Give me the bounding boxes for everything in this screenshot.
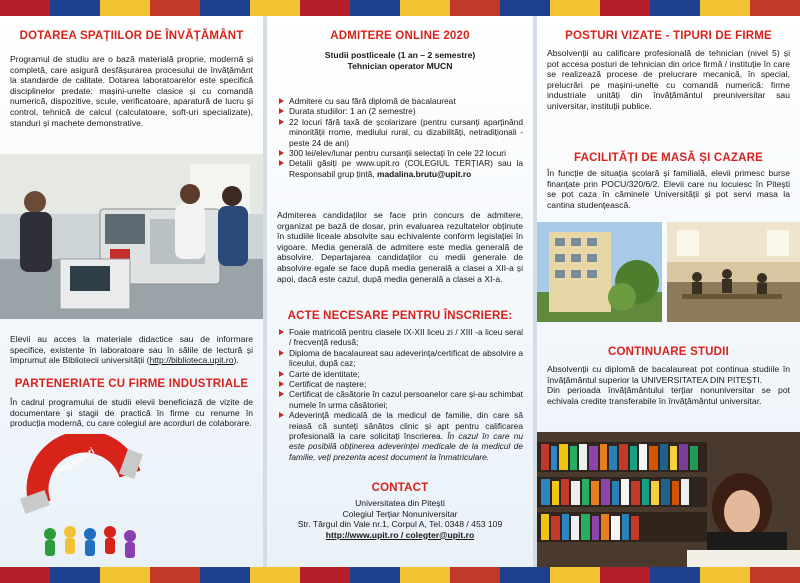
stripe-segment [300, 567, 350, 583]
stripe-segment [300, 0, 350, 16]
contact-line: Universitatea din Pitești [355, 498, 445, 508]
stripe-segment [650, 567, 700, 583]
list-item: Admitere cu sau fără diplomă de bacalaureat [277, 96, 523, 106]
stripe-segment [200, 567, 250, 583]
stripe-segment [700, 567, 750, 583]
list-item: Carte de identitate; [277, 369, 523, 379]
section-title-jobs: POSTURI VIZATE - TIPURI DE FIRME [565, 30, 772, 42]
jobs-text: Absolvenții au calificare profesională de tehnician (nivel 5) și pot accesa posturi de tehnician din orice firmă / instituție în care se realizează procese de prelucrare mecanică, în special, prelucrări pe mașini-unelte cu comandă numerică: firme industriale unități din învățământul preuniversitar sau universitar, instituții publice. [547, 48, 790, 111]
stripe-segment [700, 0, 750, 16]
stripe-segment [150, 567, 200, 583]
magnet-illustration [10, 434, 155, 562]
section-title-accommodation: FACILITĂȚI DE MASĂ ȘI CAZARE [574, 152, 763, 164]
stripe-segment [350, 0, 400, 16]
program-duration: Studii postliceale (1 an – 2 semestre) [324, 50, 476, 60]
stripe-segment [200, 0, 250, 16]
stripe-segment [500, 567, 550, 583]
panel-careers [537, 16, 800, 567]
stripe-segment [600, 567, 650, 583]
bottom-color-stripes [0, 567, 800, 583]
contact-line: Colegiul Terțiar Nonuniversitar [342, 508, 458, 519]
medical-doc-text: Adeverință medicală de la medicul de familie, din care să reiasă că sunteți sănătos clinic și apt pentru calificarea profesională la care solicitați înscrierea. [289, 410, 523, 442]
stripe-segment [50, 0, 100, 16]
stripe-segment [650, 0, 700, 16]
stripe-segment [500, 0, 550, 16]
lab-photo [0, 154, 263, 319]
list-item [277, 158, 523, 179]
details-email[interactable]: madalina.brutu@upit.ro [377, 168, 472, 179]
stripe-segment [550, 0, 600, 16]
stripe-segment [50, 567, 100, 583]
list-item: Certificat de naștere; [277, 379, 523, 389]
stripe-segment [250, 0, 300, 16]
stripe-segment [250, 567, 300, 583]
stripe-segment [600, 0, 650, 16]
list-item: 300 lei/elev/lunar pentru cursanții selectați în cele 22 locuri [277, 148, 523, 158]
contact-links[interactable]: http://www.upit.ro / colegter@upit.ro [325, 529, 475, 540]
list-item: Diploma de bacalaureat sau adeverința/certificat de absolvire a liceului, după caz; [277, 348, 523, 369]
library-text-body: Elevii au acces la materiale didactice sau de informare specifice, existente în laboratoare sau în sălile de lectură și împrumut ale Bibliotecii universității ( [10, 334, 253, 366]
program-name: Tehnician operator MUCN [347, 60, 453, 71]
library-text-end: ). [233, 355, 239, 366]
section-title-partnerships: PARTENERIATE CU FIRME INDUSTRIALE [14, 378, 249, 390]
section-title-contact: CONTACT [371, 482, 429, 494]
list-item: 22 locuri fără taxă de școlarizare (pentru cursanți aparținând minorității rrome, mediului rural, cu dizabilități, netradiționali - peste 24 de ani) [277, 117, 523, 148]
top-color-stripes [0, 0, 800, 16]
admission-procedure-text: Admiterea candidaților se face prin concurs de admitere, organizat pe bază de dosar, prin evaluarea rezultatelor obținute în studiile liceale absolvite sau echivalente conform legislației în vigoare. Media generală de admitere este media generală de absolvire. Departajarea candidaților cu medii generale de absolvire egale se face după media generală a clasei a XII-a și apoi, dacă este cazul, după media generală a clasei a XI-a. [277, 210, 523, 284]
stripe-segment [0, 567, 50, 583]
panel-facilities [0, 16, 263, 567]
stripe-segment [750, 0, 800, 16]
stripe-segment [100, 0, 150, 16]
documents-list [277, 327, 523, 462]
library-link[interactable]: http://biblioteca.upit.ro [149, 355, 234, 366]
stripe-segment [100, 567, 150, 583]
medical-doc-note: În cazul în care nu este posibilă obținerea adeverinței medicale de la medicul de familie, veți prezenta acest document la înmatriculare. [289, 431, 523, 462]
stripe-segment [750, 567, 800, 583]
section-title-documents: ACTE NECESARE PENTRU ÎNSCRIERE: [287, 310, 513, 322]
list-item: Certificat de căsătorie în cazul persoanelor care și-au schimbat numele în urma căsătoriei; [277, 389, 523, 410]
list-item: Foaie matricolă pentru clasele IX-XII liceu zi / XIII -a liceu seral / frecvență redusă; [277, 327, 523, 348]
magnet-label: Angajatori [52, 445, 97, 477]
stripe-segment [400, 0, 450, 16]
partnerships-text: În cadrul programului de studii elevii beneficiază de vizite de documentare și stagii de practică în firme cu renume în producția modernă, cu care colegiul are acorduri de colaborare. [10, 397, 253, 429]
stripe-segment [450, 567, 500, 583]
list-item [277, 410, 523, 462]
stripe-segment [150, 0, 200, 16]
list-item: Durata studiilor: 1 an (2 semestre) [277, 106, 523, 116]
section-title-admission: ADMITERE ONLINE 2020 [330, 30, 470, 42]
stripe-segment [350, 567, 400, 583]
panel-admission [267, 16, 533, 567]
library-photo [537, 432, 800, 567]
admission-bullets [277, 96, 523, 179]
dormitory-photo [537, 222, 662, 322]
further-studies-text: Absolvenții cu diplomă de bacalaureat pot continua studiile în învățământul superior la UNIVERSITATEA DIN PITEȘTI. [547, 364, 790, 385]
section-title-facilities: DOTAREA SPAȚIILOR DE ÎNVĂȚĂMÂNT [19, 30, 244, 42]
accommodation-text: În funcție de situația școlară și familială, elevii primesc burse finanțate prin POCU/320/6/2. Elevii care nu locuiesc în Pitești se pot caza în căminele Universității și pot servi masa la cantina studențească. [547, 168, 790, 210]
library-text [10, 334, 253, 366]
credits-text: Din perioada învățământului terțiar nonuniversitar se pot echivala credite transferabile în învățământul universitar. [547, 385, 790, 406]
details-text: Detalii găsiți pe www.upit.ro (COLEGIUL TERȚIAR) sau la Responsabil grup țintă, [289, 158, 523, 179]
contact-line: Str. Târgul din Vale nr.1, Corpul A, Tel. 0348 / 453 109 [297, 519, 503, 530]
section-title-further-studies: CONTINUARE STUDII [608, 346, 729, 358]
stripe-segment [400, 567, 450, 583]
stripe-segment [0, 0, 50, 16]
canteen-photo [667, 222, 800, 322]
stripe-segment [450, 0, 500, 16]
stripe-segment [550, 567, 600, 583]
facilities-intro-text: Programul de studiu are o bază materială proprie, modernă și completă, care asigură desfășurarea procesului de învățământ la standarde de calitate. Dotarea laboratoarelor este specifică disciplinelor predate: mașini-unelte clasice și cu comandă numerică, dispozitive, scule, verificatoare, aparatură de lucru și control, tehnică de calcul (calculatoare, soft-uri specializate), standuri și machete demonstrative. [10, 54, 253, 128]
